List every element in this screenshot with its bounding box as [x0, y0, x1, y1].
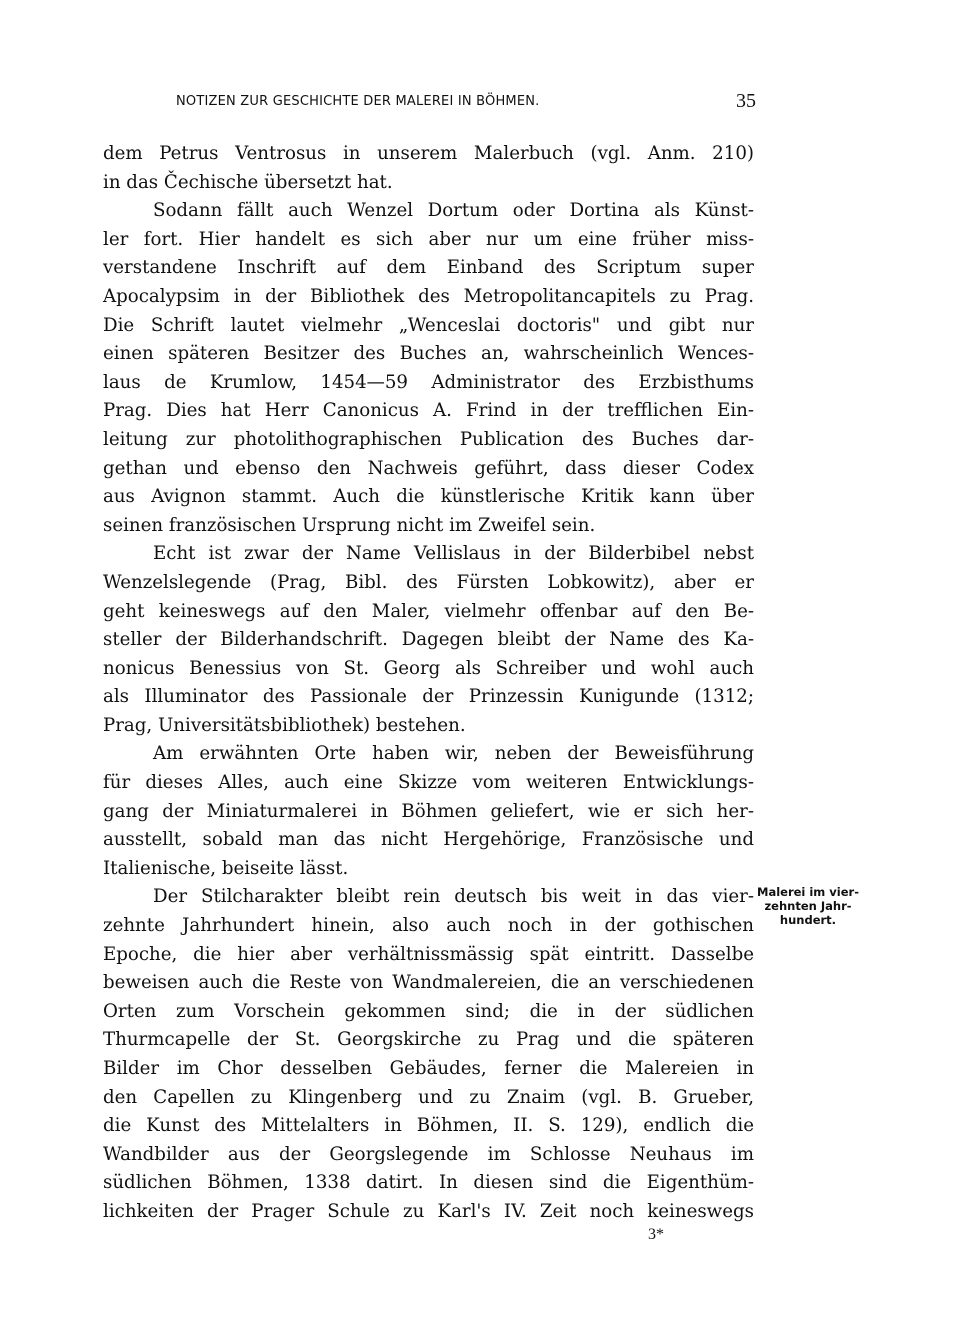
text-line: ausstellt, sobald man das nicht Hergehörige, Französische und [103, 829, 754, 851]
text-line: den Capellen zu Klingenberg und zu Znaim (vgl. B. Grueber, [103, 1086, 754, 1108]
text-line: die Kunst des Mittelalters in Böhmen, II. S. 129), endlich die [103, 1115, 754, 1137]
margin-note [748, 885, 868, 927]
text-line: für dieses Alles, auch eine Skizze vom weiteren Entwicklungs- [103, 772, 754, 794]
text-line: Bilder im Chor desselben Gebäudes, ferner die Malereien in [103, 1058, 754, 1079]
text-line: lichkeiten der Prager Schule zu Karl's IV. Zeit noch keineswegs [103, 1200, 754, 1222]
text-line: beweisen auch die Reste von Wandmalereien, die an verschiedenen [103, 972, 754, 994]
body-text [103, 140, 754, 1227]
text-line: Der Stilcharakter bleibt rein deutsch bis weit in das vier- [153, 886, 754, 908]
text-line: Thurmcapelle der St. Georgskirche zu Prag und die späteren [103, 1029, 754, 1051]
signature-mark: 3* [648, 1226, 664, 1243]
paragraph [103, 197, 754, 540]
paragraph [103, 540, 754, 740]
text-line: Wenzelslegende (Prag, Bibl. des Fürsten Lobkowitz), aber er [103, 571, 754, 593]
text-line: nonicus Benessius von St. Georg als Schreiber und wohl auch [103, 657, 754, 679]
text-line: dem Petrus Ventrosus in unserem Malerbuch (vgl. Anm. 210) [103, 143, 754, 164]
margin-note-line: hundert. [779, 913, 837, 927]
running-head [176, 90, 756, 116]
text-line: laus de Krumlow, 1454—59 Administrator des Erzbisthums [103, 371, 754, 393]
text-line: Echt ist zwar der Name Vellislaus in der Bilderbibel nebst [153, 543, 754, 565]
text-line: Apocalypsim in der Bibliothek des Metropolitancapitels zu Prag. [103, 285, 754, 307]
text-line: südlichen Böhmen, 1338 datirt. In diesen sind die Eigenthüm- [103, 1172, 754, 1194]
text-line: aus Avignon stammt. Auch die künstlerische Kritik kann über [103, 486, 754, 508]
text-line: leitung zur photolithographischen Publication des Buches dar- [103, 428, 754, 450]
text-line: geht keineswegs auf den Maler, vielmehr offenbar auf den Be- [103, 600, 754, 622]
text-line: Am erwähnten Orte haben wir, neben der Beweisführung [153, 743, 754, 765]
paragraph [103, 740, 754, 883]
text-line: Prag. Dies hat Herr Canonicus A. Frind in der trefflichen Ein- [103, 400, 754, 422]
text-line: zehnte Jahrhundert hinein, also auch noch in der gothischen [103, 915, 754, 937]
text-line: Die Schrift lautet vielmehr „Wenceslai doctoris" und gibt nur [103, 314, 754, 336]
running-head-title: NOTIZEN ZUR GESCHICHTE DER MALEREI IN BÖHMEN. [176, 94, 540, 109]
text-line: gethan und ebenso den Nachweis geführt, dass dieser Codex [103, 457, 754, 479]
text-line: Italienische, beiseite lässt. [103, 857, 349, 879]
text-line: einen späteren Besitzer des Buches an, wahrscheinlich Wences- [103, 343, 754, 365]
text-line: in das Čechische übersetzt hat. [103, 171, 393, 193]
text-line: seinen französischen Ursprung nicht im Zweifel sein. [103, 514, 596, 536]
paragraph [103, 883, 754, 1226]
text-line: als Illuminator des Passionale der Prinzessin Kunigunde (1312; [103, 686, 754, 708]
text-line: Orten zum Vorschein gekommen sind; die in der südlichen [103, 1000, 754, 1022]
margin-note-line: zehnten Jahr- [764, 899, 852, 913]
page-number: 35 [736, 90, 756, 112]
paragraph [103, 140, 754, 197]
text-line: Prag, Universitätsbibliothek) bestehen. [103, 714, 466, 736]
text-line: Sodann fällt auch Wenzel Dortum oder Dortina als Künst- [153, 200, 754, 222]
margin-note-line: Malerei im vier- [757, 885, 859, 899]
text-line: Epoche, die hier aber verhältnissmässig spät eintritt. Dasselbe [103, 943, 754, 965]
text-line: gang der Miniaturmalerei in Böhmen geliefert, wie er sich her- [103, 800, 754, 822]
text-line: verstandene Inschrift auf dem Einband des Scriptum super [103, 257, 754, 279]
text-line: Wandbilder aus der Georgslegende im Schlosse Neuhaus im [103, 1143, 754, 1165]
text-line: ler fort. Hier handelt es sich aber nur um eine früher miss- [103, 228, 754, 250]
text-line: steller der Bilderhandschrift. Dagegen bleibt der Name des Ka- [103, 629, 754, 651]
